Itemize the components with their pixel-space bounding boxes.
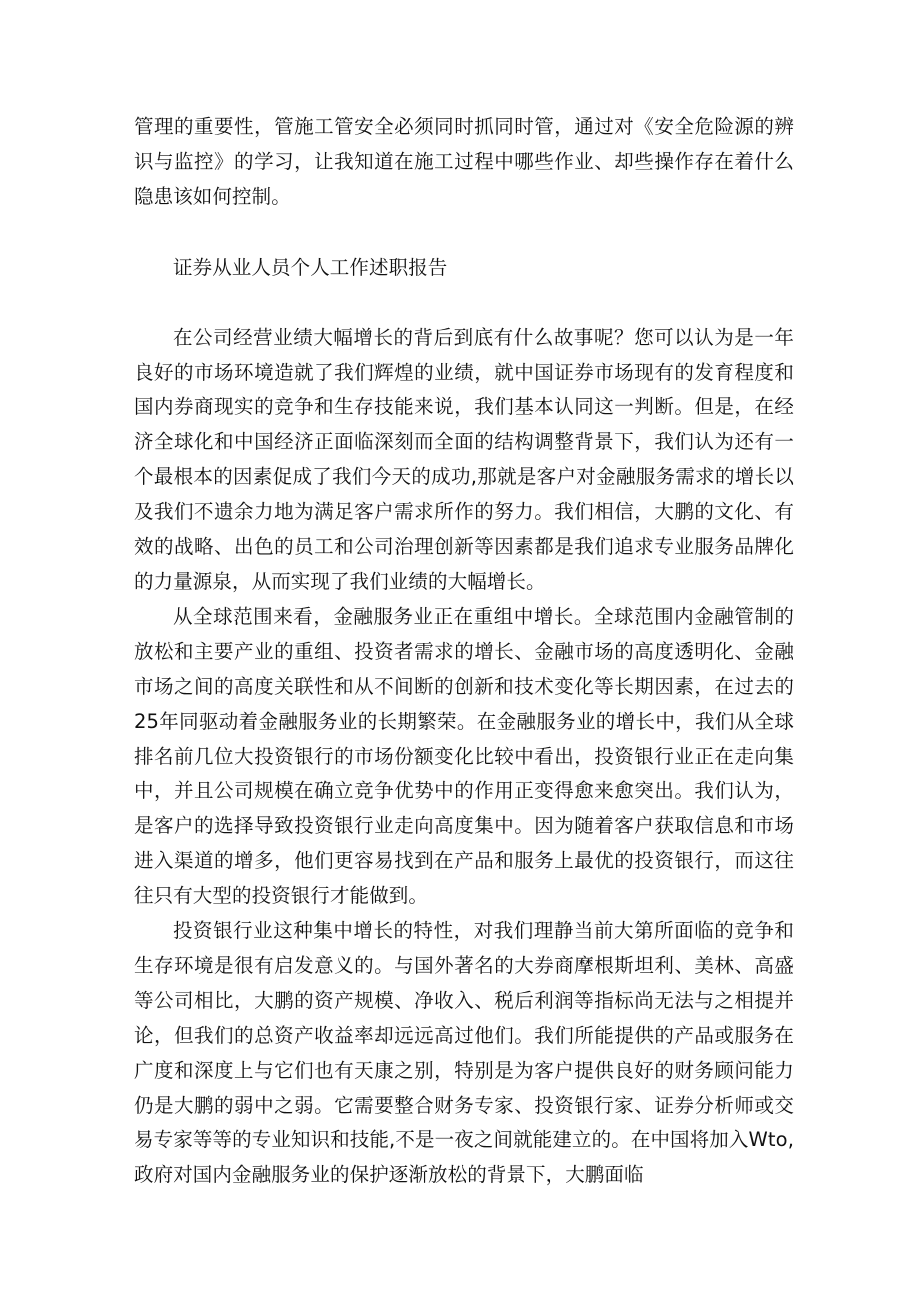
body-paragraph-3: 投资银行业这种集中增长的特性，对我们理静当前大第所面临的竞争和生存环境是很有启发意义的。与国外著名的大券商摩根斯坦利、美林、高盛等公司相比，大鹏的资产规模、净收入、税后利润等指标尚无法与之相提并论，但我们的总资产收益率却远远高过他们。我们所能提供的产品或服务在广度和深度上与它们也有天康之别，特别是为客户提供良好的财务顾问能力仍是大鹏的弱中之弱。它需要整合财务专家、投资银行家、证券分析师或交易专家等等的专业知识和技能,不是一夜之间就能建立的。在中国将加入Wto,政府对国内金融服务业的保护逐渐放松的背景下，大鹏面临 bbox=[134, 919, 794, 1187]
intro-paragraph: 管理的重要性，管施工管安全必须同时抓同时管，通过对《安全危险源的辨识与监控》的学习，让我知道在施工过程中哪些作业、却些操作存在着什么隐患该如何控制。 bbox=[134, 115, 794, 208]
section-title: 证券从业人员个人工作述职报告 bbox=[173, 255, 448, 279]
body-paragraph-1: 在公司经营业绩大幅增长的背后到底有什么故事呢？您可以认为是一年良好的市场环境造就了我们辉煌的业绩，就中国证券市场现有的发育程度和国内券商现实的竞争和生存技能来说，我们基本认同这一判断。但是，在经济全球化和中国经济正面临深刻而全面的结构调整背景下，我们认为还有一个最根本的因素促成了我们今天的成功,那就是客户对金融服务需求的增长以及我们不遗余力地为满足客户需求所作的努力。我们相信，大鹏的文化、有效的战略、出色的员工和公司治理创新等因素都是我们追求专业服务品牌化的力量源泉，从而实现了我们业绩的大幅增长。 bbox=[134, 325, 794, 593]
document-page bbox=[134, 110, 794, 1193]
body-paragraph-2: 从全球范围来看，金融服务业正在重组中增长。全球范围内金融管制的放松和主要产业的重组、投资者需求的增长、金融市场的高度透明化、金融市场之间的高度关联性和从不间断的创新和技术变化等长期因素，在过去的25年同驱动着金融服务业的长期繁荣。在金融服务业的增长中，我们从全球排名前几位大投资银行的市场份额变化比较中看出，投资银行业正在走向集中，并且公司规模在确立竞争优势中的作用正变得愈来愈突出。我们认为，是客户的选择导致投资银行业走向高度集中。因为随着客户获取信息和市场进入渠道的增多，他们更容易找到在产品和服务上最优的投资银行，而这往往只有大型的投资银行才能做到。 bbox=[134, 604, 794, 908]
